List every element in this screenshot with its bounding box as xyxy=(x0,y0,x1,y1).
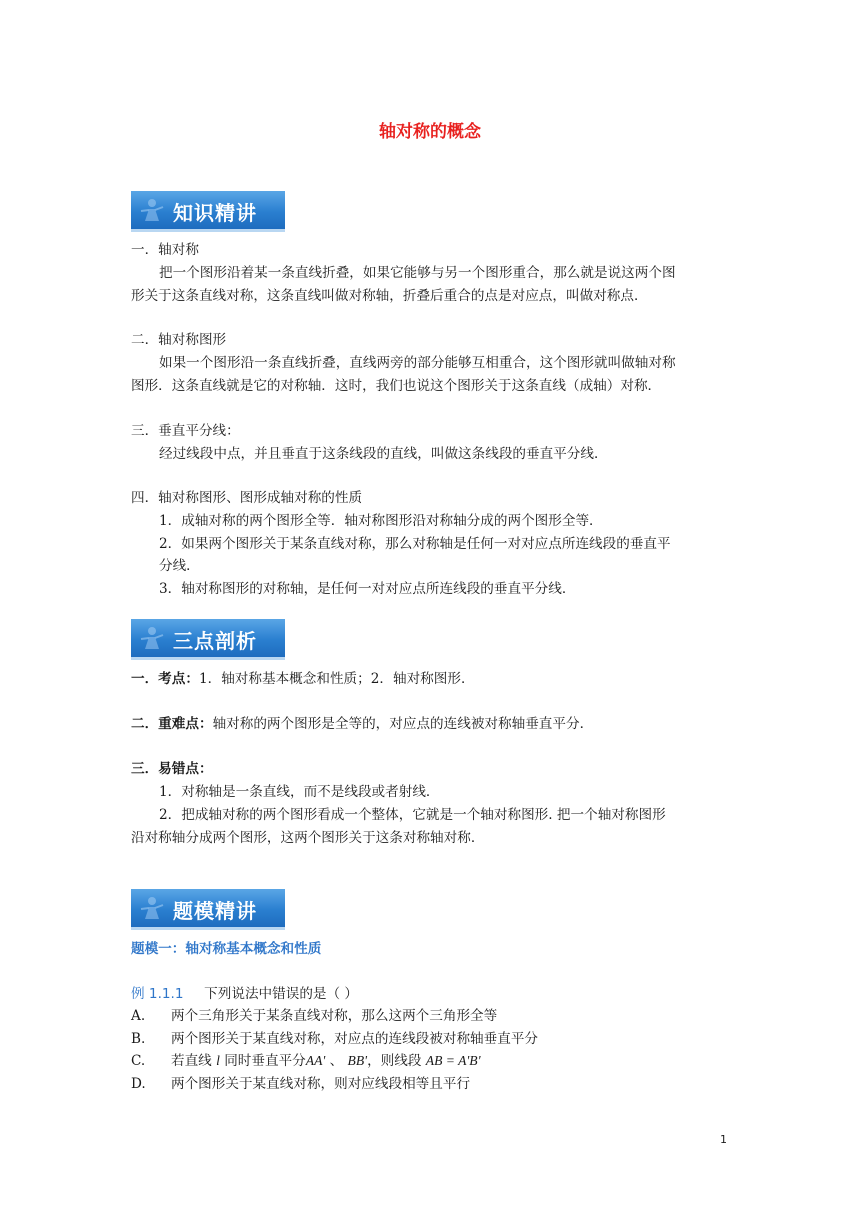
banner-label: 知识精讲 xyxy=(173,201,257,225)
page-title: 轴对称的概念 xyxy=(379,122,481,142)
section1-body-line2: 形关于这条直线对称，这条直线叫做对称轴，折叠后重合的点是对应点，叫做对称点． xyxy=(131,288,648,304)
example-label: 例 1.1.1 xyxy=(131,986,184,1002)
option-d-label: D. xyxy=(131,1076,146,1092)
option-c-aa: AA' xyxy=(305,1053,326,1068)
decor-figure-icon xyxy=(137,893,167,923)
section3-body-line1: 经过线段中点，并且垂直于这条线段的直线，叫做这条线段的垂直平分线． xyxy=(159,446,608,462)
analysis-yicuo-item1: 1．对称轴是一条直线，而不是线段或者射线． xyxy=(159,784,440,800)
option-c-pre: 若直线 xyxy=(171,1053,212,1069)
option-b xyxy=(131,1030,538,1048)
option-c-sep: 、 xyxy=(329,1053,344,1069)
banner-label: 题模精讲 xyxy=(173,899,257,923)
option-c-mid: 同时垂直平分 xyxy=(224,1053,306,1069)
option-b-text: 两个图形关于某直线对称，对应点的连线段被对称轴垂直平分 xyxy=(171,1031,539,1047)
banner-label: 三点剖析 xyxy=(173,629,257,653)
example-question xyxy=(131,985,358,1003)
section-banner-knowledge xyxy=(131,191,285,232)
option-c xyxy=(131,1052,481,1070)
analysis-zhongnan xyxy=(131,715,593,733)
analysis-yicuo-item2-line2: 沿对称轴分成两个图形，这两个图形关于这条对称轴对称． xyxy=(131,830,485,846)
section1-body-line1: 把一个图形沿着某一条直线折叠，如果它能够与另一个图形重合，那么就是说这两个图 xyxy=(159,265,676,281)
option-b-label: B. xyxy=(131,1031,146,1047)
analysis-yicuo-item2-line1: 2．把成轴对称的两个图形看成一个整体，它就是一个轴对称图形. 把一个轴对称图形 xyxy=(159,807,666,823)
section4-item2-line2: 分线． xyxy=(159,558,200,574)
problem-model-title: 题模一：轴对称基本概念和性质 xyxy=(131,941,322,957)
section3-heading: 三．垂直平分线： xyxy=(131,423,240,439)
option-a-text: 两个三角形关于某条直线对称，那么这两个三角形全等 xyxy=(171,1008,498,1024)
kaodian-label: 一．考点： xyxy=(131,671,199,687)
option-c-line-l: l xyxy=(216,1053,220,1068)
section1-heading: 一．轴对称 xyxy=(131,242,199,258)
section4-item2-line1: 2．如果两个图形关于某条直线对称，那么对称轴是任何一对对应点所连线段的垂直平 xyxy=(159,536,671,552)
section-banner-problems xyxy=(131,889,285,930)
option-c-label: C. xyxy=(131,1053,146,1069)
option-d-text: 两个图形关于某直线对称，则对应线段相等且平行 xyxy=(171,1076,471,1092)
option-d xyxy=(131,1075,470,1093)
section2-body-line1: 如果一个图形沿一条直线折叠，直线两旁的部分能够互相重合，这个图形就叫做轴对称 xyxy=(159,355,676,371)
section-banner-analysis xyxy=(131,619,285,660)
analysis-yicuo-label: 三．易错点： xyxy=(131,761,213,777)
analysis-kaodian xyxy=(131,670,475,688)
decor-figure-icon xyxy=(137,195,167,225)
decor-figure-icon xyxy=(137,623,167,653)
section4-item3: 3．轴对称图形的对称轴，是任何一对对应点所连线段的垂直平分线． xyxy=(159,581,576,597)
option-c-eq: AB = A'B' xyxy=(425,1053,481,1068)
section4-item1: 1．成轴对称的两个图形全等．轴对称图形沿对称轴分成的两个图形全等． xyxy=(159,513,603,529)
option-c-bb: BB' xyxy=(347,1053,368,1068)
example-text: 下列说法中错误的是（ ） xyxy=(204,986,359,1002)
kaodian-text: 1．轴对称基本概念和性质；2．轴对称图形． xyxy=(198,671,475,687)
zhongnan-text: 轴对称的两个图形是全等的，对应点的连线被对称轴垂直平分． xyxy=(212,716,594,732)
zhongnan-label: 二．重难点： xyxy=(131,716,213,732)
page-number: 1 xyxy=(720,1133,727,1146)
option-c-post: ，则线段 xyxy=(367,1053,422,1069)
option-a xyxy=(131,1007,497,1025)
section2-heading: 二．轴对称图形 xyxy=(131,332,227,348)
section2-body-line2: 图形．这条直线就是它的对称轴．这时，我们也说这个图形关于这条直线（成轴）对称． xyxy=(131,378,662,394)
option-a-label: A. xyxy=(131,1008,146,1024)
section4-heading: 四．轴对称图形、图形成轴对称的性质 xyxy=(131,490,363,506)
